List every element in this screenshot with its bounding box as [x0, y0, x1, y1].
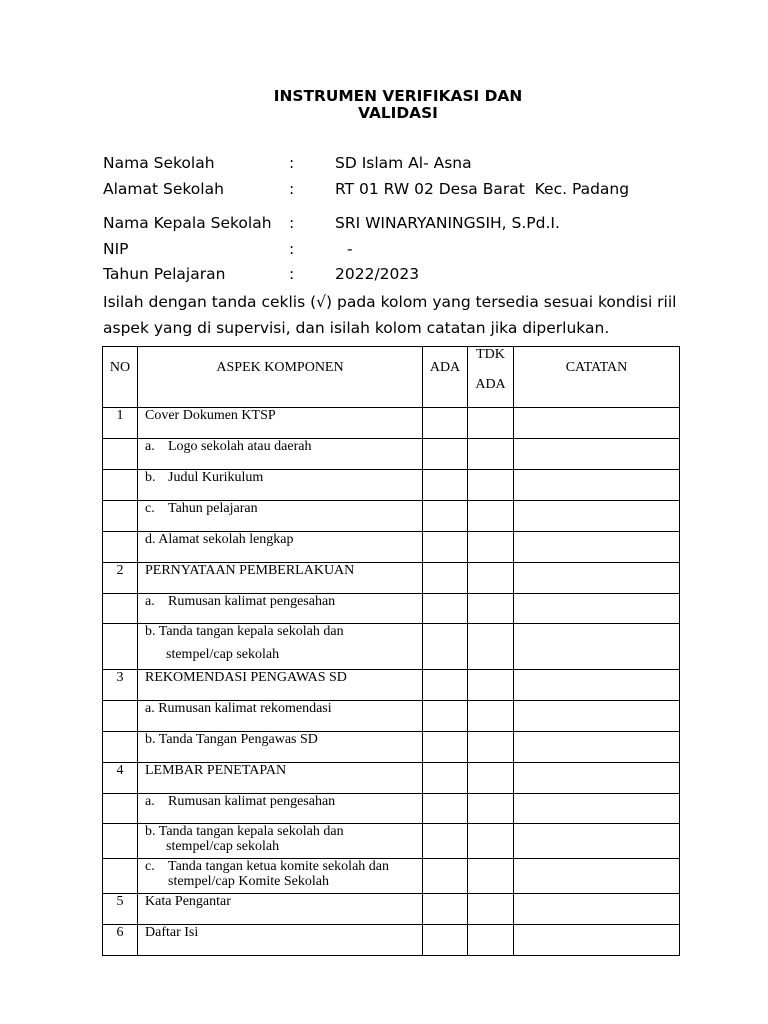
ada-cell	[423, 470, 468, 501]
catatan-cell	[514, 894, 680, 925]
table-row	[103, 624, 680, 670]
aspek-cell	[138, 859, 423, 894]
item-marker: c.	[145, 859, 155, 874]
catatan-cell	[514, 470, 680, 501]
header-tdk-ada-line-2: ADA	[475, 376, 506, 392]
header-tdk-ada-line-1: TDK	[476, 347, 505, 362]
catatan-cell	[514, 624, 680, 670]
field-value: -	[347, 240, 353, 258]
header-catatan: CATATAN	[514, 347, 680, 408]
tdk-ada-cell	[468, 670, 514, 701]
ada-cell	[423, 732, 468, 763]
table-row	[103, 701, 680, 732]
table-row	[103, 670, 680, 701]
item-marker: a.	[145, 794, 155, 809]
no-cell	[103, 859, 138, 894]
tdk-ada-cell	[468, 408, 514, 439]
ada-cell	[423, 439, 468, 470]
item-text-line-2: stempel/cap Komite Sekolah	[168, 874, 329, 889]
item-text: REKOMENDASI PENGAWAS SD	[145, 670, 347, 685]
field-label: Alamat Sekolah	[103, 180, 224, 198]
table-row	[103, 532, 680, 563]
no-cell	[103, 701, 138, 732]
tdk-ada-cell	[468, 439, 514, 470]
table-row	[103, 894, 680, 925]
aspek-cell	[138, 732, 423, 763]
table-row	[103, 439, 680, 470]
item-text: LEMBAR PENETAPAN	[145, 763, 287, 778]
tdk-ada-cell	[468, 470, 514, 501]
info-row-nama-sekolah	[0, 153, 768, 173]
table-row	[103, 824, 680, 859]
no-cell: 6	[103, 925, 138, 956]
table-row	[103, 794, 680, 824]
field-separator: :	[289, 180, 295, 198]
catatan-cell	[514, 594, 680, 624]
aspek-cell	[138, 794, 423, 824]
field-label: NIP	[103, 240, 129, 258]
title-line-2: VALIDASI	[358, 104, 438, 122]
tdk-ada-cell	[468, 894, 514, 925]
tdk-ada-cell	[468, 594, 514, 624]
no-cell: 1	[103, 408, 138, 439]
ada-cell	[423, 670, 468, 701]
tdk-ada-cell	[468, 501, 514, 532]
catatan-cell	[514, 794, 680, 824]
ada-cell	[423, 763, 468, 794]
tdk-ada-cell	[468, 859, 514, 894]
tdk-ada-cell	[468, 794, 514, 824]
item-marker: c.	[145, 501, 155, 516]
field-label: Nama Kepala Sekolah	[103, 214, 272, 232]
tdk-ada-cell	[468, 824, 514, 859]
catatan-cell	[514, 859, 680, 894]
aspek-cell	[138, 624, 423, 670]
item-text: Kata Pengantar	[145, 894, 231, 909]
tdk-ada-cell	[468, 624, 514, 670]
catatan-cell	[514, 408, 680, 439]
no-cell	[103, 470, 138, 501]
field-value: SD Islam Al- Asna	[335, 154, 472, 172]
no-cell	[103, 732, 138, 763]
tdk-ada-cell	[468, 925, 514, 956]
field-label: Nama Sekolah	[103, 154, 215, 172]
no-cell	[103, 439, 138, 470]
no-cell	[103, 794, 138, 824]
item-text-line-2: stempel/cap sekolah	[166, 839, 280, 854]
tdk-ada-cell	[468, 732, 514, 763]
title-line-1: INSTRUMEN VERIFIKASI DAN	[273, 87, 523, 105]
item-marker: b.	[145, 470, 156, 485]
field-value: SRI WINARYANINGSIH, S.Pd.I.	[335, 214, 560, 232]
aspek-cell	[138, 563, 423, 594]
aspek-cell	[138, 408, 423, 439]
field-separator: :	[289, 154, 295, 172]
field-separator: :	[289, 265, 295, 283]
ada-cell	[423, 594, 468, 624]
item-text: PERNYATAAN PEMBERLAKUAN	[145, 563, 355, 578]
ada-cell	[423, 894, 468, 925]
info-row-nama-kepala-sekolah	[0, 213, 768, 233]
info-row-tahun-pelajaran	[0, 264, 768, 284]
item-text: Cover Dokumen KTSP	[145, 408, 276, 423]
no-cell	[103, 501, 138, 532]
item-text: b. Tanda Tangan Pengawas SD	[145, 732, 318, 747]
ada-cell	[423, 701, 468, 732]
no-cell	[103, 594, 138, 624]
header-no: NO	[103, 347, 138, 408]
catatan-cell	[514, 925, 680, 956]
no-cell: 3	[103, 670, 138, 701]
aspek-cell	[138, 701, 423, 732]
aspek-cell	[138, 894, 423, 925]
item-marker: a.	[145, 439, 155, 454]
no-cell: 5	[103, 894, 138, 925]
catatan-cell	[514, 763, 680, 794]
aspek-cell	[138, 925, 423, 956]
aspek-cell	[138, 824, 423, 859]
item-text: Judul Kurikulum	[168, 470, 264, 485]
header-tdk-ada	[468, 347, 514, 408]
ada-cell	[423, 859, 468, 894]
aspek-cell	[138, 501, 423, 532]
document-title	[103, 88, 693, 122]
catatan-cell	[514, 824, 680, 859]
aspek-cell	[138, 763, 423, 794]
ada-cell	[423, 563, 468, 594]
aspek-cell	[138, 470, 423, 501]
verification-table	[102, 346, 680, 956]
instruction-text-line-1: Isilah dengan tanda ceklis (√) pada kolom yang tersedia sesuai kondisi riil	[103, 293, 677, 311]
table-row	[103, 925, 680, 956]
catatan-cell	[514, 732, 680, 763]
aspek-cell	[138, 670, 423, 701]
aspek-cell	[138, 439, 423, 470]
ada-cell	[423, 624, 468, 670]
field-separator: :	[289, 240, 295, 258]
header-ada: ADA	[423, 347, 468, 408]
table-row	[103, 732, 680, 763]
ada-cell	[423, 824, 468, 859]
ada-cell	[423, 501, 468, 532]
no-cell	[103, 624, 138, 670]
ada-cell	[423, 408, 468, 439]
info-row-nip	[0, 239, 768, 259]
tdk-ada-cell	[468, 563, 514, 594]
tdk-ada-cell	[468, 532, 514, 563]
catatan-cell	[514, 701, 680, 732]
item-text: Rumusan kalimat pengesahan	[168, 794, 336, 809]
item-marker: a.	[145, 594, 155, 609]
item-text: Tanda tangan ketua komite sekolah dan	[168, 859, 389, 874]
field-value: 2022/2023	[335, 265, 420, 283]
table-row	[103, 563, 680, 594]
item-text: Daftar Isi	[145, 925, 199, 940]
no-cell: 4	[103, 763, 138, 794]
item-text: Logo sekolah atau daerah	[168, 439, 312, 454]
item-text: Tahun pelajaran	[168, 501, 258, 516]
field-label: Tahun Pelajaran	[103, 265, 226, 283]
instruction-text-line-2: aspek yang di supervisi, dan isilah kolom catatan jika diperlukan.	[103, 319, 610, 337]
info-row-alamat-sekolah	[0, 179, 768, 199]
field-value: RT 01 RW 02 Desa Barat Kec. Padang	[335, 180, 630, 198]
tdk-ada-cell	[468, 763, 514, 794]
catatan-cell	[514, 532, 680, 563]
ada-cell	[423, 925, 468, 956]
aspek-cell	[138, 594, 423, 624]
item-text: a. Rumusan kalimat rekomendasi	[145, 701, 332, 716]
ada-cell	[423, 794, 468, 824]
catatan-cell	[514, 563, 680, 594]
table-row	[103, 501, 680, 532]
table-row	[103, 470, 680, 501]
table-row	[103, 859, 680, 894]
item-text: d. Alamat sekolah lengkap	[145, 532, 294, 547]
no-cell	[103, 532, 138, 563]
item-text-line-2: stempel/cap sekolah	[166, 647, 280, 662]
catatan-cell	[514, 501, 680, 532]
tdk-ada-cell	[468, 701, 514, 732]
item-text: b. Tanda tangan kepala sekolah dan	[145, 824, 344, 839]
header-aspek-komponen: ASPEK KOMPONEN	[138, 347, 423, 408]
catatan-cell	[514, 670, 680, 701]
catatan-cell	[514, 439, 680, 470]
item-text: b. Tanda tangan kepala sekolah dan	[145, 624, 344, 639]
aspek-cell	[138, 532, 423, 563]
table-row	[103, 763, 680, 794]
no-cell: 2	[103, 563, 138, 594]
table-header-row	[103, 347, 680, 408]
table-row	[103, 408, 680, 439]
no-cell	[103, 824, 138, 859]
item-text: Rumusan kalimat pengesahan	[168, 594, 336, 609]
table-row	[103, 594, 680, 624]
ada-cell	[423, 532, 468, 563]
field-separator: :	[289, 214, 295, 232]
